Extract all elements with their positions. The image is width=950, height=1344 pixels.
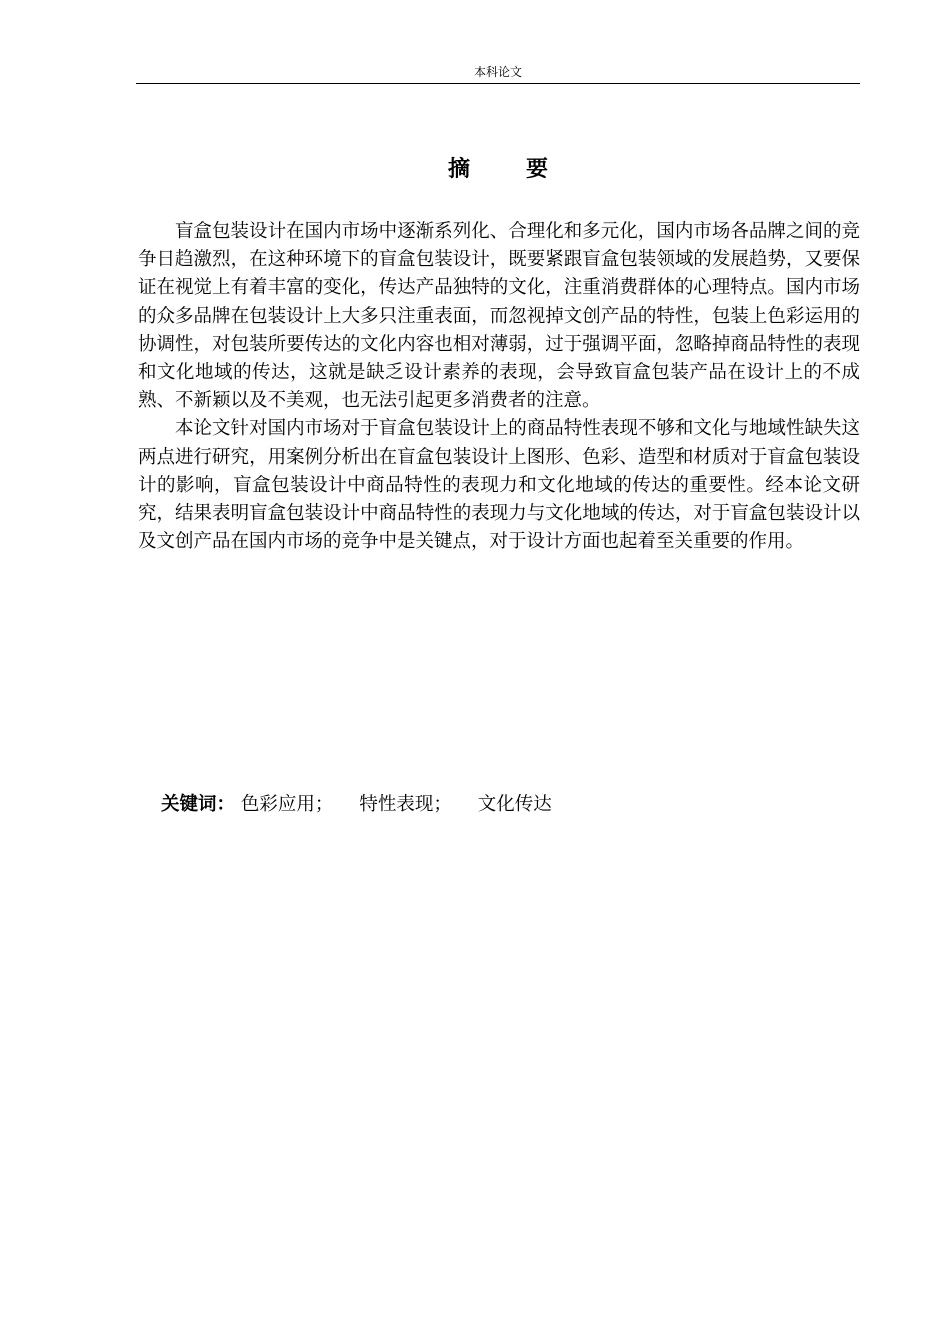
keyword-item: 特性表现； (359, 794, 452, 815)
abstract-title (136, 154, 860, 184)
keywords-line (161, 791, 572, 819)
abstract-body (138, 218, 860, 556)
abstract-paragraph-2: 本论文针对国内市场对于盲盒包装设计上的商品特性表现不够和文化与地域性缺失这两点进行研究，用案例分析出在盲盒包装设计上图形、色彩、造型和材质对于盲盒包装设计的影响，盲盒包装设计中商品特性的表现力和文化地域的传达的重要性。经本论文研究，结果表明盲盒包装设计中商品特性的表现力与文化地域的传达，对于盲盒包装设计以及文创产品在国内市场的竞争中是关键点，对于设计方面也起着至关重要的作用。 (138, 418, 860, 553)
keyword-item: 色彩应用； (240, 794, 334, 815)
abstract-title-char-2: 要 (526, 156, 549, 182)
keywords-label: 关键词： (161, 794, 236, 815)
keyword-item: 文化传达 (477, 794, 552, 815)
header-rule (136, 83, 860, 84)
abstract-title-char-1: 摘 (447, 156, 470, 182)
abstract-paragraph-1: 盲盒包装设计在国内市场中逐渐系列化、合理化和多元化，国内市场各品牌之间的竞争日趋激烈，在这种环境下的盲盒包装设计，既要紧跟盲盒包装领域的发展趋势，又要保证在视觉上有着丰富的变化，传达产品独特的文化，注重消费群体的心理特点。国内市场的众多品牌在包装设计上大多只注重表面，而忽视掉文创产品的特性，包装上色彩运用的协调性，对包装所要传达的文化内容也相对薄弱，过于强调平面，忽略掉商品特性的表现和文化地域的传达，这就是缺乏设计素养的表现，会导致盲盒包装产品在设计上的不成熟、不新颖以及不美观，也无法引起更多消费者的注意。 (138, 221, 860, 412)
running-header: 本科论文 (473, 65, 522, 79)
